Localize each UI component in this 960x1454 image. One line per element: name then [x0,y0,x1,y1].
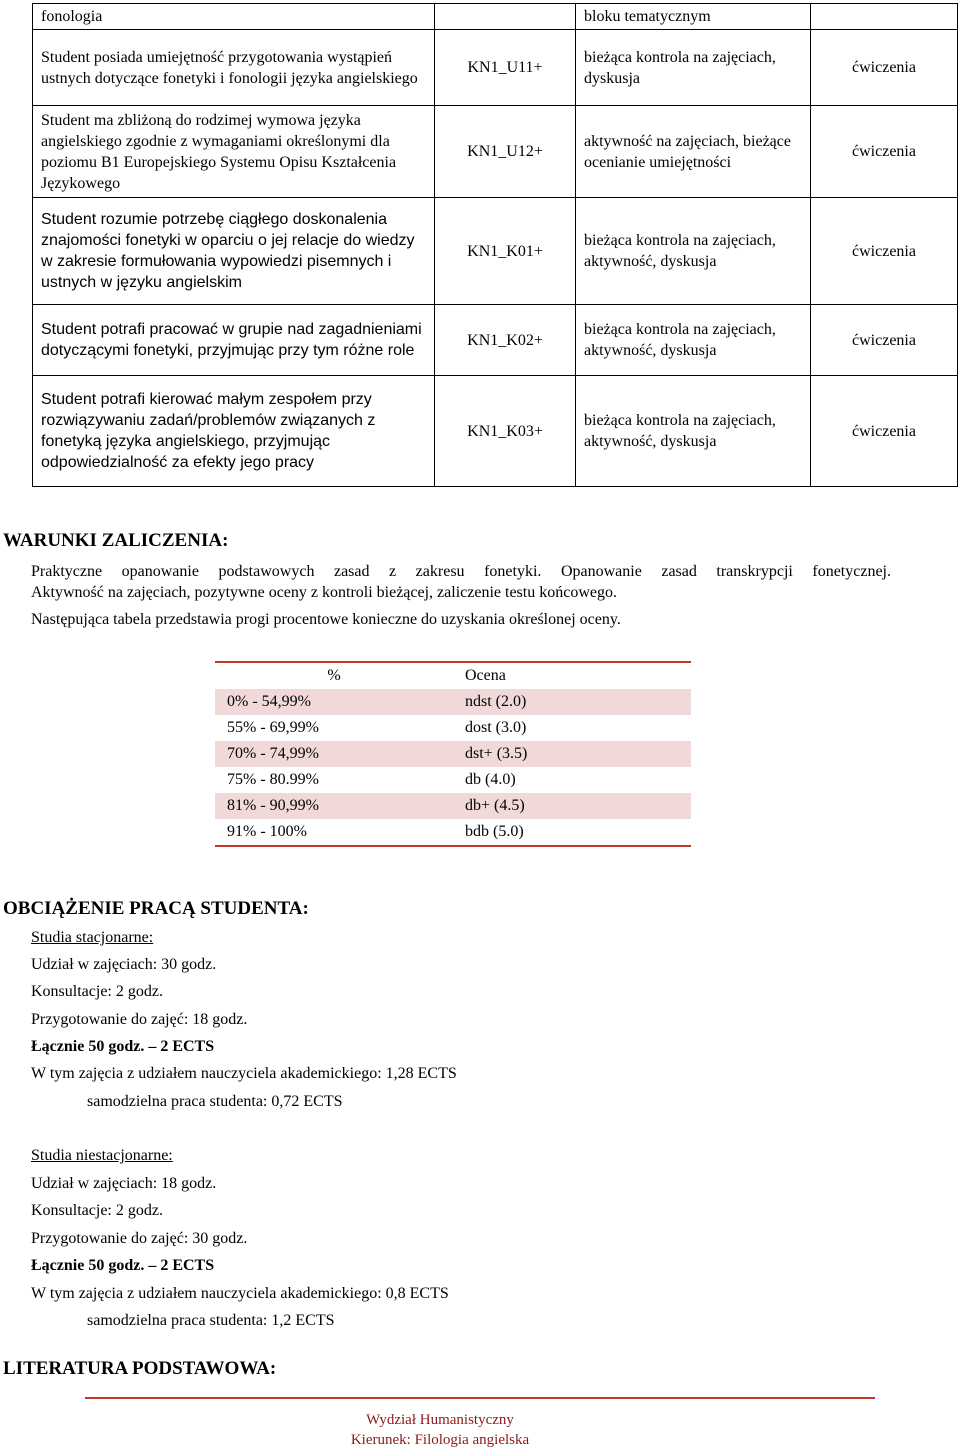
table-row [33,198,958,305]
nonstationary-independent: samodzielna praca studenta: 1,2 ECTS [87,1312,335,1329]
verification-method: bieżąca kontrola na zajęciach, aktywność, dyskusja [576,305,811,376]
stationary-preparation: Przygotowanie do zajęć: 18 godz. [31,1011,248,1028]
stationary-participation: Udział w zajęciach: 30 godz. [31,956,217,973]
percent-range: 81% - 90,99% [215,793,453,819]
grade-value: db (4.0) [465,771,516,788]
grade-header: Ocena [453,662,691,689]
conditions-line-1: Praktyczne opanowanie podstawowych zasad z zakresu fonetyki. Opanowanie zasad transkrypcji fonetycznej. [31,563,891,580]
verification-method: bloku tematycznym [576,4,811,30]
outcome-code [435,4,576,30]
verification-method: bieżąca kontrola na zajęciach, aktywność, dyskusja [576,198,811,305]
conditions-line-2: Aktywność na zajęciach, pozytywne oceny z kontroli bieżącej, zaliczenie testu końcowego. [31,584,617,601]
grade-value: ndst (2.0) [453,689,691,715]
outcome-code: KN1_U11+ [435,30,576,106]
table-row [33,376,958,487]
outcome-code: KN1_K03+ [435,376,576,487]
grade-value: dost (3.0) [465,719,527,736]
table-header-row [215,662,691,689]
percent-range: 0% - 54,99% [215,689,453,715]
class-form: ćwiczenia [811,106,958,198]
class-form: ćwiczenia [811,376,958,487]
outcome-description: fonologia [33,4,435,30]
table-row [215,741,691,767]
nonstationary-total: Łącznie 50 godz. – 2 ECTS [31,1257,215,1274]
nonstationary-participation: Udział w zajęciach: 18 godz. [31,1175,217,1192]
outcome-code: KN1_K01+ [435,198,576,305]
grade-thresholds-table [215,661,691,847]
table-row [33,30,958,106]
class-form: ćwiczenia [811,305,958,376]
stationary-with-teacher: W tym zajęcia z udziałem nauczyciela akademickiego: 1,28 ECTS [31,1065,457,1082]
stationary-consultations: Konsultacje: 2 godz. [31,983,163,1000]
percent-header: % [215,662,453,689]
outcome-description: Student potrafi kierować małym zespołem przy rozwiązywaniu zadań/problemów związanych z fonetyką języka angielskiego, przyjmując odpowiedzialność za efekty jego pracy [33,376,435,487]
stationary-title: Studia stacjonarne: [31,929,154,946]
table-row [215,715,691,741]
verification-method: bieżąca kontrola na zajęciach, aktywność, dyskusja [576,376,811,487]
table-row [215,819,691,846]
literature-heading: LITERATURA PODSTAWOWA: [3,1358,277,1379]
conditions-heading: WARUNKI ZALICZENIA: [3,530,229,551]
table-row [215,793,691,819]
nonstationary-consultations: Konsultacje: 2 godz. [31,1202,163,1219]
outcome-description: Student ma zbliżoną do rodzimej wymowa języka angielskiego zgodnie z wymaganiami określonymi dla poziomu B1 Europejskiego Systemu Opisu Kształcenia Językowego [33,106,435,198]
outcome-description: Student rozumie potrzebę ciągłego doskonalenia znajomości fonetyki w oparciu o jej relacje do wiedzy w zakresie formułowania wypowiedzi pisemnych i ustnych w języku angielskim [33,198,435,305]
workload-heading: OBCIĄŻENIE PRACĄ STUDENTA: [3,898,309,919]
class-form [811,4,958,30]
percent-range: 91% - 100% [227,823,307,840]
outcome-description: Student posiada umiejętność przygotowania wystąpień ustnych dotyczące fonetyki i fonologii języka angielskiego [33,30,435,106]
table-row [215,689,691,715]
table-row [33,305,958,376]
grade-value: db+ (4.5) [453,793,691,819]
nonstationary-title: Studia niestacjonarne: [31,1147,173,1164]
class-form: ćwiczenia [811,198,958,305]
percent-range: 70% - 74,99% [215,741,453,767]
footer-faculty: Wydział Humanistyczny [366,1412,514,1428]
stationary-independent: samodzielna praca studenta: 0,72 ECTS [87,1093,343,1110]
conditions-line-3: Następująca tabela przedstawia progi procentowe konieczne do uzyskania określonej oceny. [31,611,621,628]
percent-range: 55% - 69,99% [227,719,319,736]
grade-value: bdb (5.0) [465,823,524,840]
learning-outcomes-table [32,3,958,487]
outcome-code: KN1_K02+ [435,305,576,376]
class-form: ćwiczenia [811,30,958,106]
footer-divider [85,1397,875,1399]
outcome-code: KN1_U12+ [435,106,576,198]
stationary-total: Łącznie 50 godz. – 2 ECTS [31,1038,215,1055]
percent-range: 75% - 80.99% [227,771,319,788]
verification-method: bieżąca kontrola na zajęciach, dyskusja [576,30,811,106]
table-row [33,106,958,198]
verification-method: aktywność na zajęciach, bieżące ocenianie umiejętności [576,106,811,198]
nonstationary-with-teacher: W tym zajęcia z udziałem nauczyciela akademickiego: 0,8 ECTS [31,1285,449,1302]
table-row [215,767,691,793]
nonstationary-preparation: Przygotowanie do zajęć: 30 godz. [31,1230,248,1247]
outcome-description: Student potrafi pracować w grupie nad zagadnieniami dotyczącymi fonetyki, przyjmując przy tym różne role [33,305,435,376]
table-row [33,4,958,30]
footer-field: Kierunek: Filologia angielska [350,1432,530,1448]
grade-value: dst+ (3.5) [453,741,691,767]
